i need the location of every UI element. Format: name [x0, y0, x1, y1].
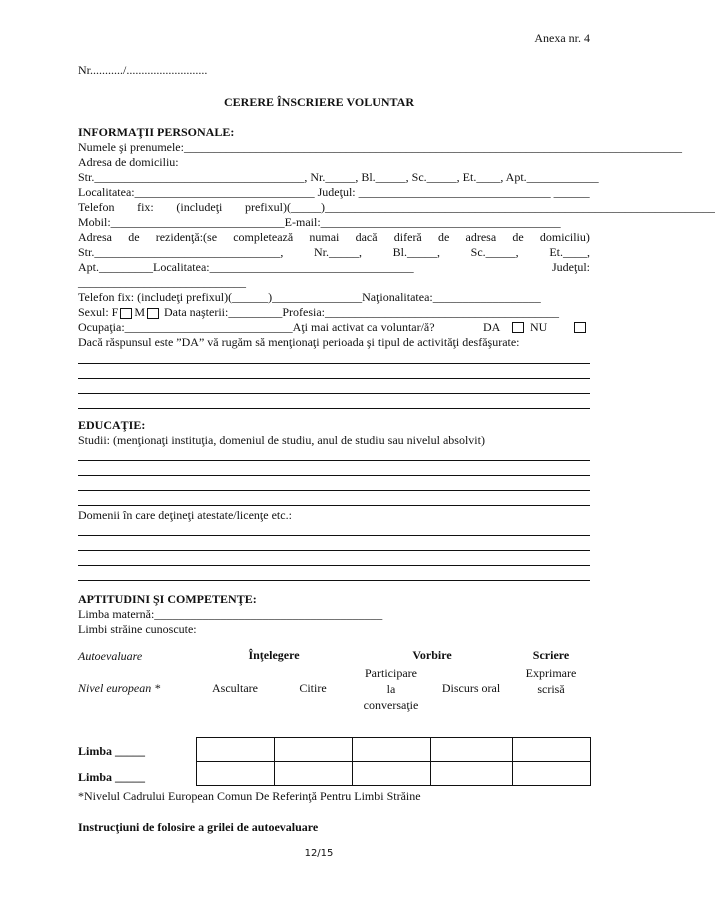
phone-part: Telefon	[78, 200, 115, 214]
field-part: Et.____,	[549, 245, 590, 259]
written-line: Exprimare	[525, 666, 577, 680]
answer-line[interactable]	[78, 550, 590, 551]
answer-line[interactable]	[78, 490, 590, 491]
answer-line[interactable]	[78, 363, 590, 364]
grid-cell[interactable]	[431, 762, 513, 786]
written-line: scrisă	[537, 682, 565, 696]
residence-label	[78, 230, 590, 244]
volunteer-history-label: Dacă răspunsul este ”DA” vă rugăm să menţionaţi perioada şi tipul de activităţi desfăşurate:	[78, 335, 520, 349]
residence-apt-field[interactable]	[78, 260, 590, 274]
speaking-header: Vorbire	[412, 648, 452, 662]
street-field[interactable]: Str.___________________________________, Nr._____, Bl._____, Sc._____, Et.____, Apt.____________	[78, 170, 599, 184]
self-eval-label: Autoevaluare	[78, 649, 143, 663]
word: Adresa	[78, 230, 112, 244]
sex-m-checkbox[interactable]	[147, 308, 159, 319]
grid-cell[interactable]	[197, 738, 275, 762]
certificates-label: Domenii în care deţineţi atestate/licenţe etc.:	[78, 508, 292, 522]
word: numai	[309, 230, 340, 244]
language-row-label: Limba _____	[78, 744, 146, 758]
word: domiciliu)	[539, 230, 590, 244]
participation-line: la	[386, 682, 396, 696]
answer-line[interactable]	[78, 580, 590, 581]
answer-line[interactable]	[78, 393, 590, 394]
occupation-line	[78, 320, 590, 334]
grid-cell[interactable]	[431, 738, 513, 762]
word: adresa	[465, 230, 497, 244]
word: dacă	[355, 230, 378, 244]
reading-header: Citire	[299, 681, 327, 695]
level-label: Nivel european *	[78, 681, 161, 695]
answer-line[interactable]	[78, 535, 590, 536]
phone-field[interactable]	[78, 200, 715, 214]
grid-cell[interactable]	[513, 762, 591, 786]
participation-line: Participare	[365, 666, 417, 680]
personal-heading: INFORMAŢII PERSONALE:	[78, 125, 235, 139]
field-part: Sc._____,	[470, 245, 519, 259]
mother-tongue-field[interactable]: Limba maternă:______________________________________	[78, 607, 383, 621]
word: de	[128, 230, 140, 244]
participation-line: conversaţie	[363, 698, 419, 712]
answer-line[interactable]	[78, 378, 590, 379]
language-grid	[196, 737, 591, 786]
name-field[interactable]: Numele şi prenumele:___________________________________________________________________________________	[78, 140, 682, 154]
grid-cell[interactable]	[353, 762, 431, 786]
language-row-label: Limba _____	[78, 770, 146, 784]
registration-number: Nr.........../...........................	[78, 63, 208, 77]
studies-label: Studii: (menţionaţi instituţia, domeniul de studiu, anul de studiu sau nivelul absolvit)	[78, 433, 485, 447]
sex-f-checkbox[interactable]	[120, 308, 132, 319]
field-part: Str._______________________________,	[78, 245, 284, 259]
phone-part: fix:	[137, 200, 154, 214]
locality-field[interactable]: Localitatea:______________________________ Judeţul: ________________________________ ______	[78, 185, 590, 199]
annex-label: Anexa nr. 4	[534, 31, 590, 45]
foreign-languages-label: Limbi străine cunoscute:	[78, 622, 197, 636]
word: diferă	[393, 230, 422, 244]
residence-street-field[interactable]	[78, 245, 590, 259]
da-checkbox[interactable]	[512, 322, 524, 333]
instructions-heading: Instrucţiuni de folosire a grilei de autoevaluare	[78, 820, 319, 834]
writing-header: Scriere	[532, 648, 570, 662]
word: de	[512, 230, 524, 244]
listening-header: Ascultare	[212, 681, 258, 695]
participation-header	[352, 665, 430, 713]
skills-heading: APTITUDINI ŞI COMPETENŢE:	[78, 592, 257, 606]
cefr-footnote: *Nivelul Cadrului European Comun De Referinţă Pentru Limbi Străine	[78, 789, 421, 803]
grid-cell[interactable]	[513, 738, 591, 762]
answer-line[interactable]	[78, 460, 590, 461]
da-label: DA	[483, 320, 501, 334]
sex-birth-profession-field	[78, 305, 590, 319]
oral-header: Discurs oral	[441, 681, 501, 695]
address-label: Adresa de domiciliu:	[78, 155, 179, 169]
birth-profession-field[interactable]: Data naşterii:_________Profesia:_______________________________________	[164, 305, 559, 319]
nu-checkbox[interactable]	[574, 322, 586, 333]
education-heading: EDUCAŢIE:	[78, 418, 146, 432]
word: rezidenţă:(se	[155, 230, 218, 244]
word: completează	[233, 230, 294, 244]
field-part: Nr._____,	[314, 245, 362, 259]
grid-cell[interactable]	[353, 738, 431, 762]
answer-line[interactable]	[78, 505, 590, 506]
mobile-email-field[interactable]: Mobil:_____________________________E-mail:________________________________________	[78, 215, 561, 229]
page-title: CERERE ÎNSCRIERE VOLUNTAR	[223, 95, 415, 109]
answer-line[interactable]	[78, 475, 590, 476]
phone-part: prefixul)(_____)_________________________________________________________________	[244, 200, 715, 214]
answer-line[interactable]	[78, 408, 590, 409]
sex-label: Sexul: F	[78, 305, 119, 319]
occupation-field[interactable]: Ocupaţia:____________________________Aţi mai activat ca voluntar/ă?	[78, 320, 435, 334]
written-header	[512, 665, 590, 697]
page-number: 12/15	[304, 848, 334, 859]
word: de	[437, 230, 450, 244]
sex-m-label: M	[134, 305, 146, 319]
understanding-header: Înţelegere	[248, 648, 300, 662]
residence-county-field[interactable]: ____________________________	[78, 275, 246, 289]
grid-cell[interactable]	[197, 762, 275, 786]
phone-nationality-field[interactable]: Telefon fix: (includeţi prefixul)(______)_______________Naţionalitatea:__________________	[78, 290, 541, 304]
field-part: Bl._____,	[392, 245, 440, 259]
grid-cell[interactable]	[275, 762, 353, 786]
grid-cell[interactable]	[275, 738, 353, 762]
answer-line[interactable]	[78, 565, 590, 566]
field-part: Judeţul:	[552, 260, 590, 274]
nu-label: NU	[530, 320, 548, 334]
phone-part: (includeţi	[176, 200, 223, 214]
field-part: Apt._________Localitatea:__________________________________	[78, 260, 414, 274]
